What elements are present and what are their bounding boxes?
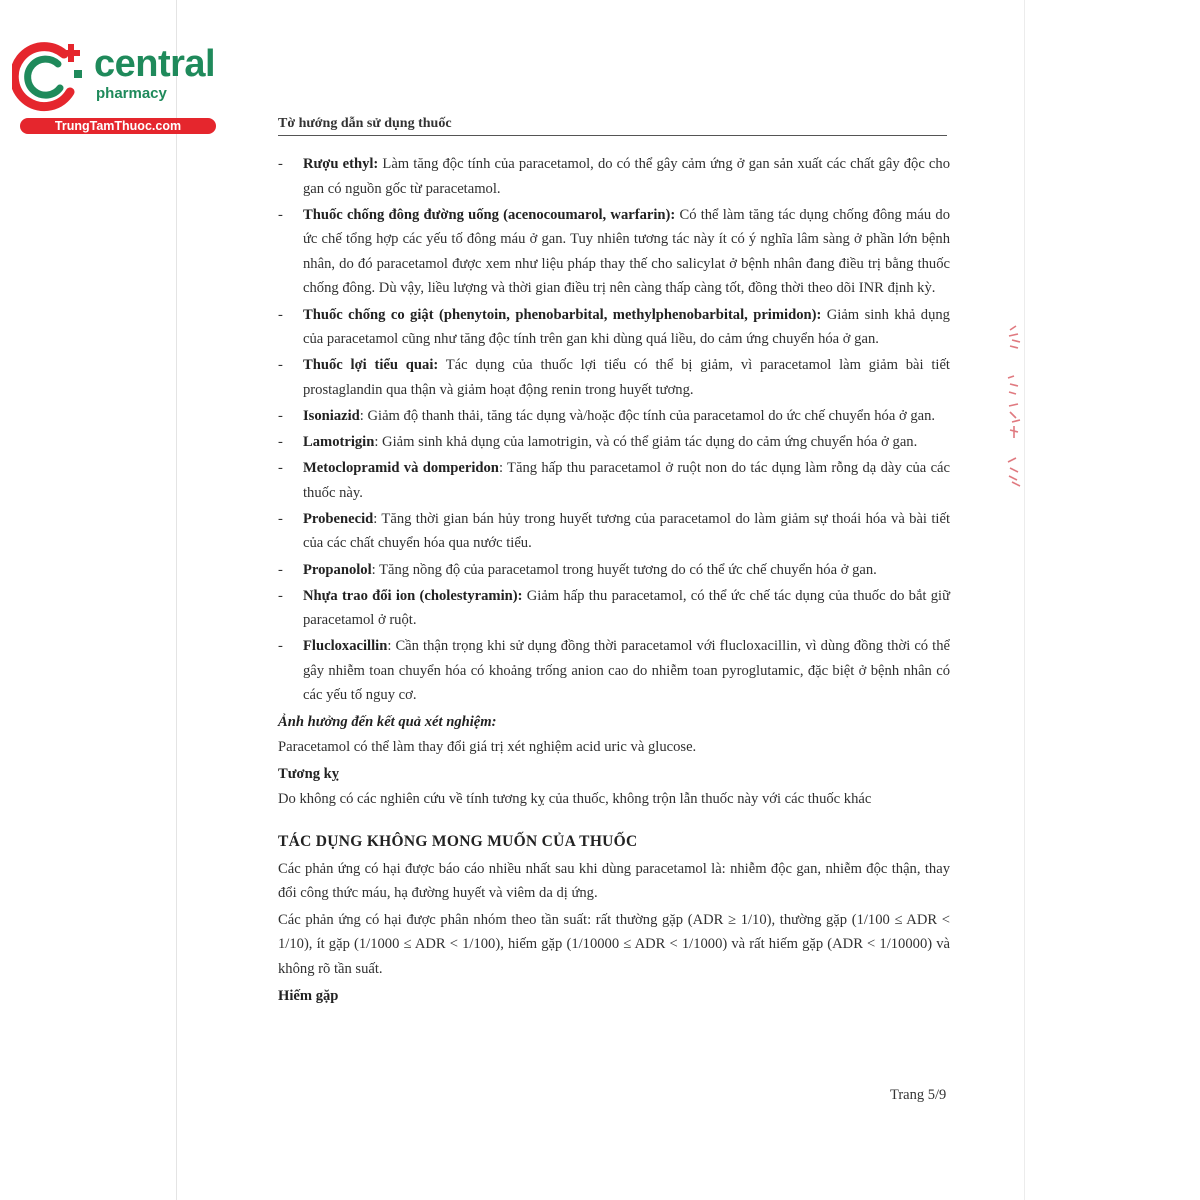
interaction-term: Propanolol (303, 561, 372, 578)
lab-effects-text: Paracetamol có thể làm thay đổi giá trị xét nghiệm acid uric và glucose. (278, 739, 697, 756)
interaction-term: Nhựa trao đổi ion (cholestyramin): (303, 587, 523, 604)
adverse-effects-paragraph-1: Các phản ứng có hại được báo cáo nhiều nhất sau khi dùng paracetamol là: nhiễm độc gan, nhiễm độc thận, thay đổi công thức máu, hạ đường huyết và viêm da dị ứng. (278, 860, 950, 902)
interaction-text: Có thể làm tăng tác dụng chống đông máu do ức chế tổng hợp các yếu tố đông máu ở gan. Tuy nhiên tương tác này ít có ý nghĩa lâm sàng ở phần lớn bệnh nhân, do đó paracetamol được xem như liệu pháp thay thế cho salicylat ở bệnh nhân đang điều trị bằng thuốc chống đông. Dù vậy, liều lượng và thời gian điều trị nên càng thấp càng tốt, đồng thời theo dõi INR định kỳ. (303, 206, 950, 297)
interaction-term: Rượu ethyl: (303, 156, 379, 172)
interaction-text: : Cần thận trọng khi sử dụng đồng thời paracetamol với flucloxacillin, vì dùng đồng thời có thể gây nhiễm toan chuyển hóa có khoảng trống anion cao do nhiễm toan pyroglutamic, đặc biệt ở bệnh nhân có các yếu tố nguy cơ. (303, 638, 950, 704)
logo-subtitle: pharmacy (96, 85, 167, 102)
document-body (278, 152, 950, 1008)
list-item: - Propanolol: Tăng nồng độ của paracetamol trong huyết tương do có thể ức chế chuyển hóa ở gan. (278, 561, 877, 578)
interaction-term: Thuốc lợi tiểu quai: (303, 357, 439, 374)
document-header: Tờ hướng dẫn sử dụng thuốc (278, 116, 947, 136)
list-item: - Nhựa trao đổi ion (cholestyramin): Giảm hấp thu paracetamol, có thể ức chế tác dụng của thuốc do bắt giữ paracetamol ở ruột. (278, 587, 950, 629)
interaction-term: Thuốc chống đông đường uống (acenocoumarol, warfarin): (303, 206, 676, 223)
interaction-term: Lamotrigin (303, 434, 375, 451)
interaction-text: Giảm hấp thu paracetamol, có thể ức chế tác dụng của thuốc do bắt giữ paracetamol ở ruột. (303, 587, 950, 629)
list-item: - Thuốc lợi tiểu quai: Tác dụng của thuốc lợi tiểu có thể bị giảm, vì paracetamol làm giảm bài tiết prostaglandin qua thận và giảm hoạt động renin trong huyết tương. (278, 357, 950, 398)
interaction-term: Isoniazid (303, 407, 360, 424)
interaction-text: : Tăng thời gian bán hủy trong huyết tương của paracetamol do làm giảm sự thoái hóa và bài tiết của các chất chuyển hóa qua nước tiểu. (303, 510, 950, 552)
list-item: - Flucloxacillin: Cần thận trọng khi sử dụng đồng thời paracetamol với flucloxacillin, vì dùng đồng thời có thể gây nhiễm toan chuyển hóa có khoảng trống anion cao do nhiễm toan pyroglutamic, đặc biệt ở bệnh nhân có các yếu tố nguy cơ. (278, 638, 950, 704)
list-item: - Thuốc chống đông đường uống (acenocoumarol, warfarin): Có thể làm tăng tác dụng chống đông máu do ức chế tổng hợp các yếu tố đông máu ở gan. Tuy nhiên tương tác này ít có ý nghĩa lâm sàng ở phần lớn bệnh nhân, do đó paracetamol được xem như liệu pháp thay thế cho salicylat ở bệnh nhân đang điều trị bằng thuốc chống đông. Dù vậy, liều lượng và thời gian điều trị nên càng thấp càng tốt, đồng thời theo dõi INR định kỳ. (278, 206, 950, 297)
list-item: - Lamotrigin: Giảm sinh khả dụng của lamotrigin, và có thể giảm tác dụng do cảm ứng chuyển hóa ở gan. (278, 434, 918, 451)
list-item: - Isoniazid: Giảm độ thanh thải, tăng tác dụng và/hoặc độc tính của paracetamol do ức chế chuyển hóa ở gan. (278, 407, 936, 424)
adverse-effects-title: TÁC DỤNG KHÔNG MONG MUỐN CỦA THUỐC (278, 832, 638, 850)
logo-url-badge[interactable]: TrungTamThuoc.com (20, 118, 216, 134)
interaction-term: Probenecid (303, 510, 374, 527)
interaction-term: Metoclopramid và domperidon (303, 460, 499, 477)
incompatibility-heading: Tương kỵ (278, 765, 340, 782)
interaction-term: Thuốc chống co giật (phenytoin, phenobarbital, methylphenobarbital, primidon): (303, 306, 822, 323)
interaction-text: : Giảm độ thanh thải, tăng tác dụng và/hoặc độc tính của paracetamol do ức chế chuyển hóa ở gan. (359, 407, 936, 424)
interaction-text: Làm tăng độc tính của paracetamol, do có thể gây cảm ứng ở gan sản xuất các chất gây độc cho gan có nguồn gốc từ paracetamol. (303, 156, 950, 197)
central-logo-icon (12, 40, 90, 114)
interaction-text: : Giảm sinh khả dụng của lamotrigin, và có thể giảm tác dụng do cảm ứng chuyển hóa ở gan. (374, 434, 918, 451)
interaction-list (278, 152, 950, 708)
adverse-effects-paragraph-2: Các phản ứng có hại được phân nhóm theo tần suất: rất thường gặp (ADR ≥ 1/10), thường gặp (1/100 ≤ ADR < 1/10), ít gặp (1/1000 ≤ ADR < 1/100), hiếm gặp (1/10000 ≤ ADR < 1/1000) và rất hiếm gặp (ADR < 1/10000) và không rõ tần suất. (278, 911, 950, 977)
incompatibility-text: Do không có các nghiên cứu về tính tương kỵ của thuốc, không trộn lẫn thuốc này với các thuốc khác (278, 791, 872, 808)
interaction-text: : Tăng hấp thu paracetamol ở ruột non do tác dụng làm rỗng dạ dày của các thuốc này. (303, 460, 950, 501)
central-pharmacy-logo[interactable] (8, 36, 218, 136)
logo-brand-text: central (94, 43, 216, 85)
rare-effects-heading: Hiếm gặp (278, 987, 339, 1004)
interaction-text: Giảm sinh khả dụng của paracetamol cũng như tăng độc tính trên gan khi dùng quá liều, do cảm ứng chuyển hóa ở gan. (303, 306, 950, 348)
interaction-text: Tác dụng của thuốc lợi tiểu có thể bị giảm, vì paracetamol làm giảm bài tiết prostaglandin qua thận và giảm hoạt động renin trong huyết tương. (303, 357, 950, 398)
interaction-text: : Tăng nồng độ của paracetamol trong huyết tương do có thể ức chế chuyển hóa ở gan. (371, 561, 877, 578)
page-number: Trang 5/9 (890, 1087, 947, 1103)
list-item: - Probenecid: Tăng thời gian bán hủy trong huyết tương của paracetamol do làm giảm sự thoái hóa và bài tiết của các chất chuyển hóa qua nước tiểu. (278, 510, 950, 552)
stamp-fragment-icon (1004, 322, 1026, 492)
list-item: - Thuốc chống co giật (phenytoin, phenobarbital, methylphenobarbital, primidon): Giảm sinh khả dụng của paracetamol cũng như tăng độc tính trên gan khi dùng quá liều, do cảm ứng chuyển hóa ở gan. (278, 306, 950, 348)
list-item: - Metoclopramid và domperidon: Tăng hấp thu paracetamol ở ruột non do tác dụng làm rỗng dạ dày của các thuốc này. (278, 460, 950, 501)
lab-effects-heading: Ảnh hưởng đến kết quả xét nghiệm: (278, 713, 497, 730)
interaction-term: Flucloxacillin (303, 638, 388, 655)
list-item: - Rượu ethyl: Làm tăng độc tính của paracetamol, do có thể gây cảm ứng ở gan sản xuất các chất gây độc cho gan có nguồn gốc từ paracetamol. (278, 156, 950, 197)
